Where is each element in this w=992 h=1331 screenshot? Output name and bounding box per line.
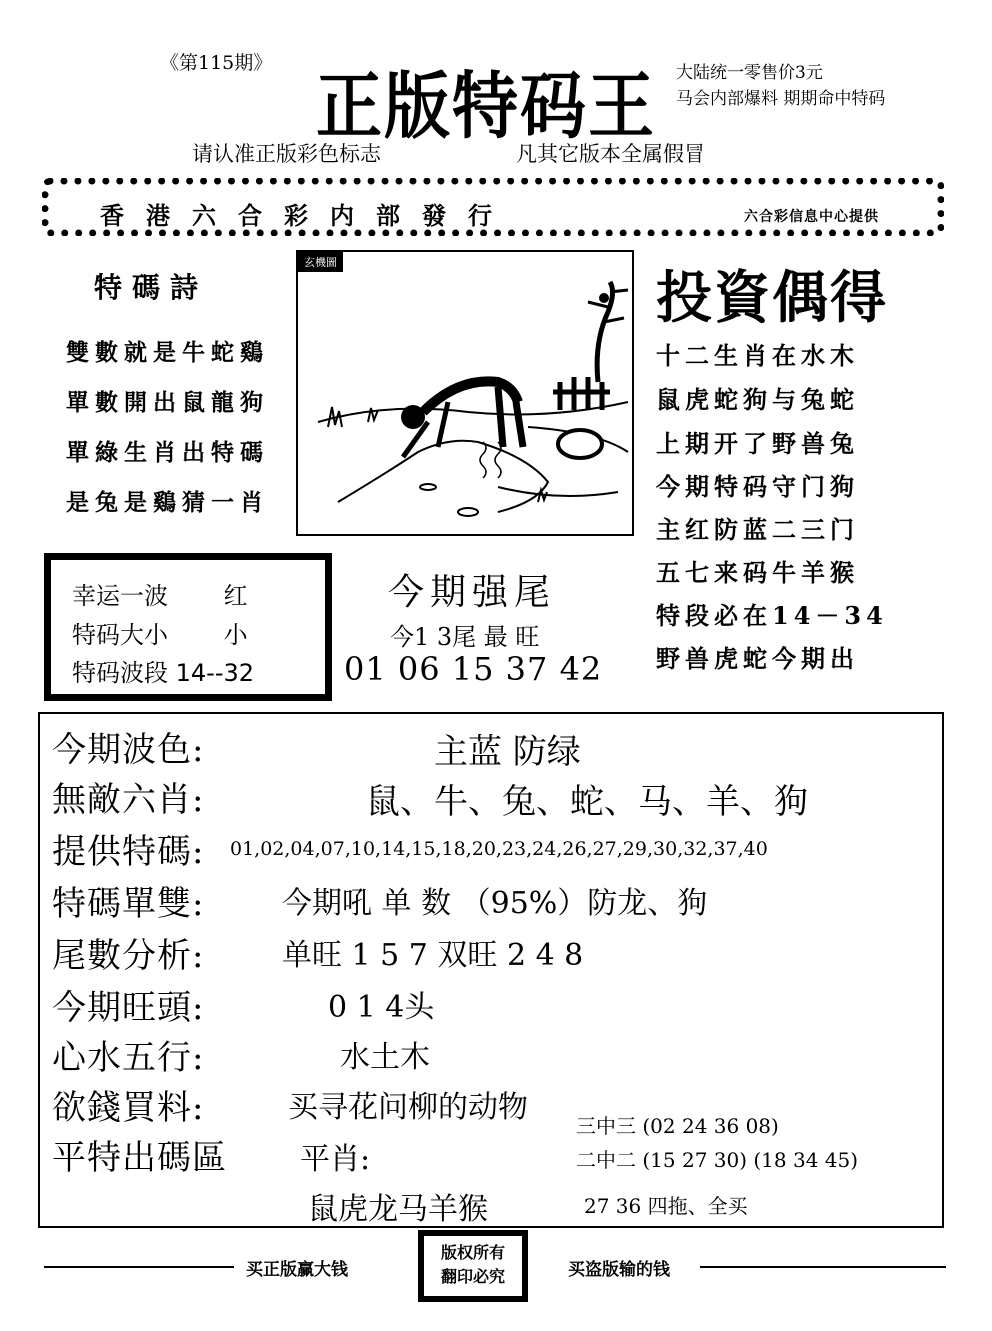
invest-line: 上期开了野兽兔 <box>656 429 859 458</box>
wave-color-label: 今期波色: <box>52 730 205 770</box>
footer-divider-left <box>44 1266 234 1268</box>
invest-line: 主红防蓝二三门 <box>656 515 859 544</box>
lucky-range-value: 14--32 <box>175 659 255 687</box>
poem-title: 特碼詩 <box>94 271 209 304</box>
page-title: 正版特码王 <box>316 63 656 150</box>
six-zodiac-label: 無敵六肖: <box>52 780 205 820</box>
poem-line: 是兔是鷄猜一肖 <box>66 489 269 516</box>
five-elements-value: 水土木 <box>340 1040 430 1075</box>
invest-line: 十二生肖在水木 <box>656 341 859 370</box>
lucky-size-row <box>72 615 248 650</box>
lucky-range-label: 特码波段 <box>72 659 168 687</box>
tagline: 马会内部爆料 期期命中特码 <box>676 89 886 109</box>
authentic-notice: 请认准正版彩色标志 <box>192 142 381 166</box>
poem-line: 單綠生肖出特碼 <box>66 439 269 466</box>
wave-color-value: 主蓝 防绿 <box>434 732 581 772</box>
picture-tag: 玄機圖 <box>298 252 343 272</box>
invest-title: 投資偶得 <box>656 265 888 331</box>
buy-tip-label: 欲錢買料: <box>52 1088 205 1128</box>
hot-head-label: 今期旺頭: <box>52 988 205 1028</box>
odd-even-value: 今期吼 单 数 （95%）防龙、狗 <box>282 886 708 921</box>
price-line: 大陆统一零售价3元 <box>676 63 823 83</box>
tail-analysis-label: 尾數分析: <box>52 936 205 976</box>
poem-line: 單數開出鼠龍狗 <box>66 389 269 416</box>
lucky-size-value: 小 <box>223 621 248 649</box>
lucky-wave-value: 红 <box>223 582 248 610</box>
strong-tail-subtitle: 今1 3尾 最 旺 <box>390 623 540 651</box>
strong-tail-title: 今期强尾 <box>388 572 557 613</box>
stamp-line: 版权所有 <box>440 1243 505 1262</box>
odd-even-label: 特碼單雙: <box>52 884 205 924</box>
issue-number: 《第115期》 <box>160 52 273 74</box>
man-by-river-illustration <box>298 252 632 534</box>
stamp-line: 翻印必究 <box>440 1267 505 1286</box>
invest-line: 野兽虎蛇今期出 <box>656 644 859 673</box>
lucky-wave-row <box>72 576 248 611</box>
poem-line: 雙數就是牛蛇鷄 <box>66 339 269 366</box>
buy-tip-value: 买寻花问柳的动物 <box>288 1090 528 1125</box>
six-zodiac-value: 鼠、牛、兔、蛇、马、羊、狗 <box>366 782 808 822</box>
drag-tip: 27 36 四拖、全买 <box>584 1194 748 1218</box>
strong-tail-numbers: 01 06 15 37 42 <box>344 650 603 688</box>
flat-zone-label: 平特出碼區 <box>52 1138 227 1178</box>
price-info <box>676 60 885 112</box>
invest-line: 特段必在14－34 <box>656 601 888 630</box>
special-numbers-value: 01,02,04,07,10,14,15,18,20,23,24,26,27,29,30,32,37,40 <box>230 838 768 860</box>
lucky-range-row <box>72 653 254 688</box>
flat-zodiac-value: 鼠虎龙马羊猴 <box>308 1192 488 1227</box>
tail-analysis-value: 单旺 1 5 7 双旺 2 4 8 <box>282 938 584 973</box>
five-elements-label: 心水五行: <box>52 1038 205 1078</box>
special-numbers-label: 提供特碼: <box>52 832 205 872</box>
banner-title: 香港六合彩内部發行 <box>100 201 514 230</box>
hot-head-value: 0 1 4头 <box>328 990 435 1025</box>
copyright-stamp <box>418 1230 528 1302</box>
counterfeit-notice: 凡其它版本全属假冒 <box>516 142 705 166</box>
footer-left-text: 买正版赢大钱 <box>246 1260 348 1280</box>
riddle-picture <box>296 250 634 536</box>
lucky-size-label: 特码大小 <box>72 621 168 649</box>
banner-source: 六合彩信息中心提供 <box>744 209 879 225</box>
lucky-wave-label: 幸运一波 <box>72 582 168 610</box>
invest-line: 五七来码牛羊猴 <box>656 558 859 587</box>
three-in-three: 三中三 (02 24 36 08) <box>576 1114 779 1138</box>
footer-right-text: 买盗版输的钱 <box>568 1260 670 1280</box>
invest-line: 鼠虎蛇狗与兔蛇 <box>656 385 859 414</box>
invest-line: 今期特码守门狗 <box>656 472 859 501</box>
two-in-two: 二中二 (15 27 30) (18 34 45) <box>576 1148 859 1172</box>
flat-zodiac-label: 平肖: <box>300 1142 371 1177</box>
footer-divider-right <box>700 1266 946 1268</box>
